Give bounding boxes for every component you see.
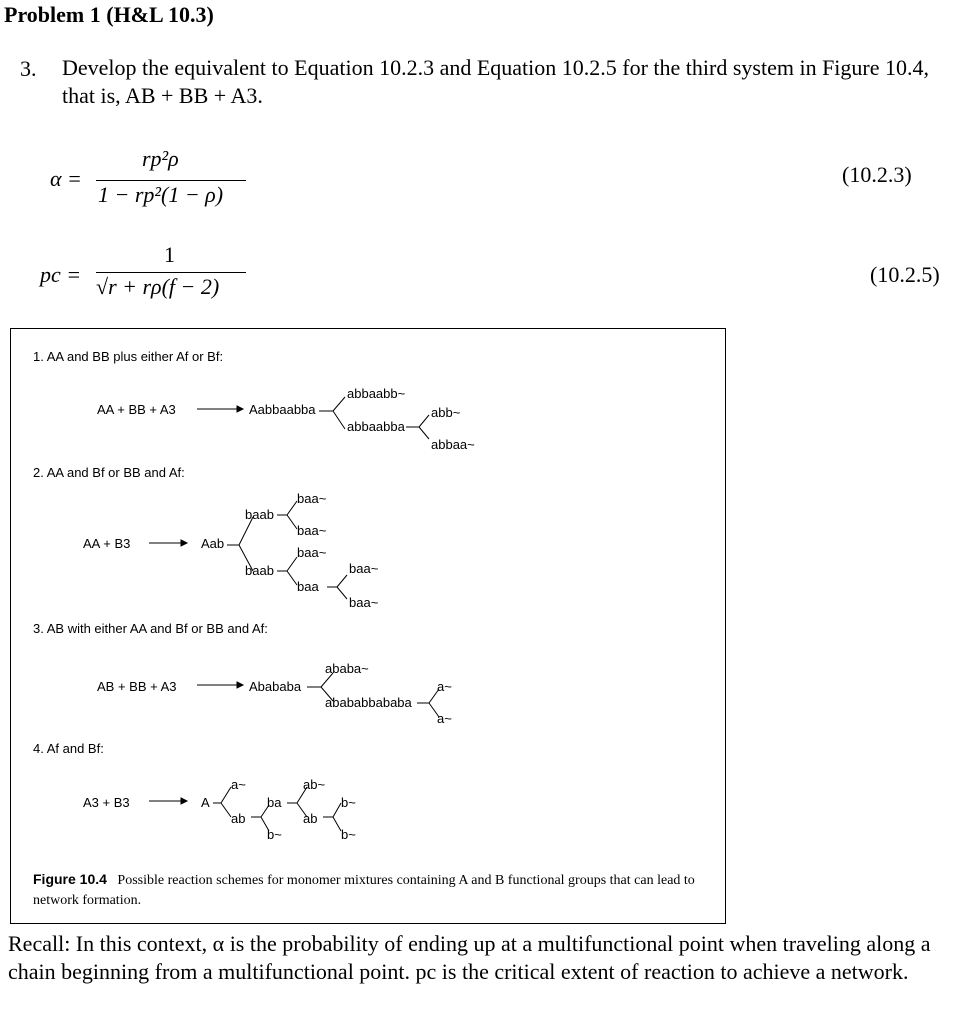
eq1-denominator: 1 − rp²(1 − ρ)	[98, 182, 224, 207]
section4-branch-5: ab~	[303, 777, 326, 792]
section2-branch-6: baa	[297, 579, 319, 594]
section1-heading: 1. AA and BB plus either Af or Bf:	[33, 349, 224, 364]
section4-branch-6: ab	[303, 811, 318, 826]
section1-branch-2: abbaabba	[347, 419, 405, 434]
section1-branch-1: abbaabb~	[347, 386, 406, 401]
section1-branch-3: abb~	[431, 405, 461, 420]
eq2-number: (10.2.5)	[870, 262, 940, 287]
section4-branch-2: ab	[231, 811, 246, 826]
section4-branch-8: b~	[341, 827, 356, 842]
eq2-denominator: √r + rρ(f − 2)	[96, 274, 220, 299]
section4-branch-7: b~	[341, 795, 356, 810]
section3-branch-4: a~	[437, 711, 452, 726]
section2-branch-5: baa~	[297, 545, 327, 560]
section3-reaction: AB + BB + A3	[97, 679, 177, 694]
section2-branch-7: baa~	[349, 561, 379, 576]
section1-product: Aabbaabba	[249, 402, 316, 417]
section2-branch-1: baab	[245, 507, 274, 522]
section2-branch-8: baa~	[349, 595, 379, 610]
section4-heading: 4. Af and Bf:	[33, 741, 104, 756]
section4-branch-1: a~	[231, 777, 246, 792]
section4-product: A	[201, 795, 210, 810]
section3-branch-2: abababbababa	[325, 695, 412, 710]
figure-10-4	[10, 328, 726, 924]
section2-heading: 2. AA and Bf or BB and Af:	[33, 465, 185, 480]
section2-product: Aab	[201, 536, 225, 551]
question-number: 3.	[20, 56, 37, 81]
section3-product: Abababa	[249, 679, 302, 694]
eq1-number: (10.2.3)	[842, 162, 912, 187]
section2-reaction: AA + B3	[83, 536, 131, 551]
section1-reaction: AA + BB + A3	[97, 402, 176, 417]
section4-reaction: A3 + B3	[83, 795, 130, 810]
section3-heading: 3. AB with either AA and Bf or BB and Af:	[33, 621, 268, 636]
section3-branch-3: a~	[437, 679, 452, 694]
eq1-lhs: α =	[50, 166, 82, 191]
section1-branch-4: abbaa~	[431, 437, 475, 452]
caption-label: Figure 10.4	[33, 871, 107, 887]
section4-branch-3: ba	[267, 795, 282, 810]
caption-text: Possible reaction schemes for monomer mixtures containing A and B functional groups that can lead to network formation.	[33, 873, 695, 908]
figure-caption	[33, 869, 713, 911]
section2-branch-3: baa~	[297, 491, 327, 506]
recall-note: Recall: In this context, α is the probability of ending up at a multifunctional point when traveling along a chain beginning from a multifunctional point. pc is the critical extent of reaction to achieve a network.	[8, 931, 931, 984]
section2-branch-4: baa~	[297, 523, 327, 538]
eq1-numerator: rp²ρ	[142, 146, 179, 171]
problem-title: Problem 1 (H&L 10.3)	[4, 2, 214, 27]
section4-branch-4: b~	[267, 827, 282, 842]
section2-branch-2: baab	[245, 563, 274, 578]
eq2-numerator: 1	[164, 242, 175, 267]
section3-branch-1: ababa~	[325, 661, 369, 676]
eq2-lhs: pc =	[40, 262, 82, 287]
question-text: Develop the equivalent to Equation 10.2.3 and Equation 10.2.5 for the third system in Figure 10.4, that is, AB + BB + A3.	[62, 55, 930, 108]
